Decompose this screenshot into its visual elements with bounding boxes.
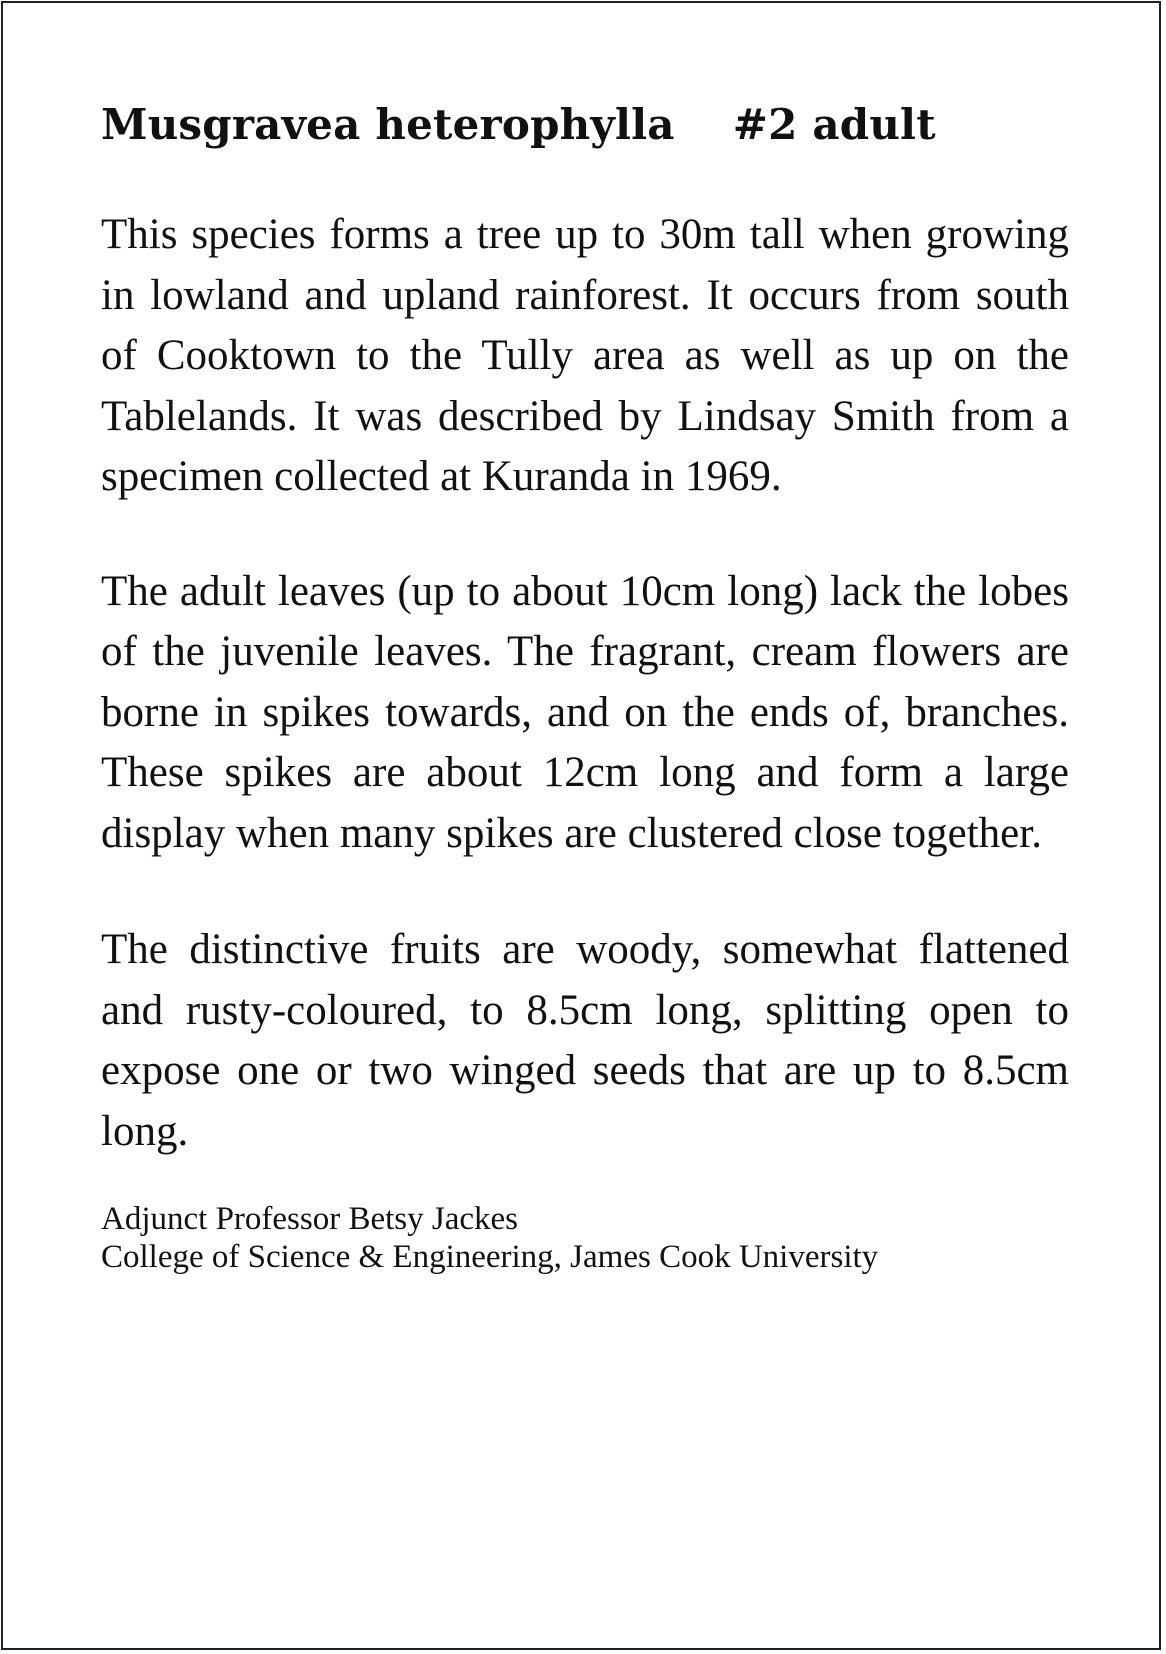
author-affiliation: College of Science & Engineering, James Cook University: [101, 1239, 879, 1275]
info-card: [1, 1, 1161, 1650]
specimen-tag: #2 adult: [732, 100, 936, 149]
species-name: Musgravea heterophylla: [101, 100, 675, 149]
description-paragraph-1: This species forms a tree up to 30m tall when growing in lowland and upland rainforest. It occurs from south of Cooktown to the Tully area as well as up on the Tablelands. It was described by Lindsay Smith from a specimen collected at Kuranda in 1969.: [101, 211, 1069, 500]
author-name: Adjunct Professor Betsy Jackes: [101, 1201, 519, 1237]
card-heading: [101, 95, 1069, 155]
description-paragraph-3: The distinctive fruits are woody, somewhat flattened and rusty-coloured, to 8.5cm long, splitting open to expose one or two winged seeds that are up to 8.5cm long.: [101, 926, 1069, 1155]
description-paragraph-2: The adult leaves (up to about 10cm long) lack the lobes of the juvenile leaves. The fragrant, cream flowers are borne in spikes towards, and on the ends of, branches. These spikes are about 12cm long and form a large display when many spikes are clustered close together.: [101, 567, 1069, 857]
card-content: [101, 95, 1069, 1276]
author-credit: [101, 1200, 1069, 1276]
